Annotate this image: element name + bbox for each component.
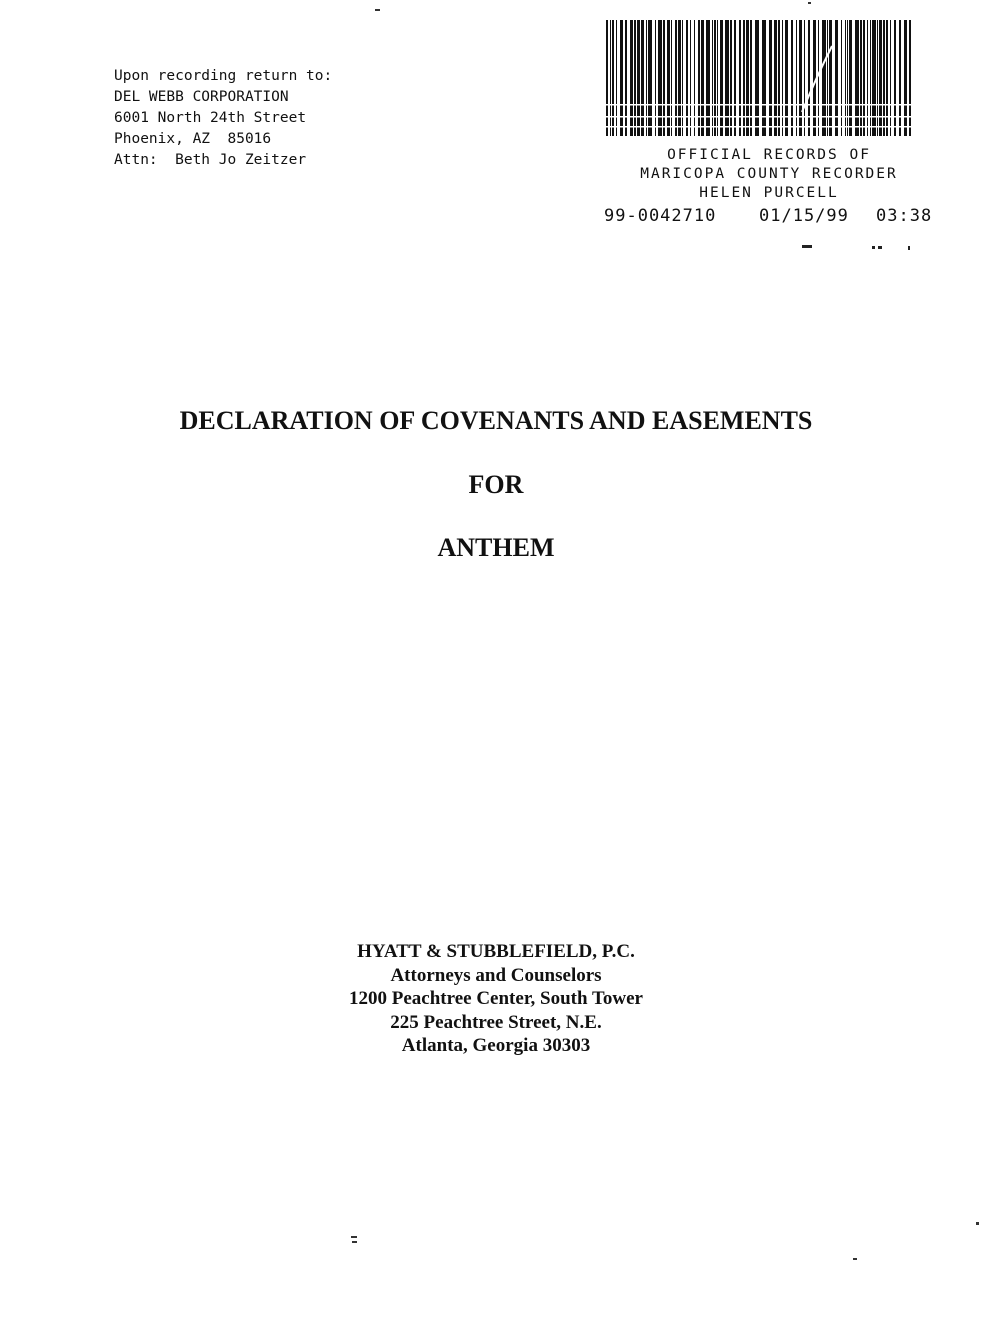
document-title-for: FOR xyxy=(468,470,524,499)
return-city: Phoenix, AZ 85016 xyxy=(114,131,272,147)
return-attn: Attn: Beth Jo Zeitzer xyxy=(114,152,307,168)
recorder-line-3: HELEN PURCELL xyxy=(699,185,839,201)
firm-tagline: Attorneys and Counselors xyxy=(390,964,602,986)
recording-barcode xyxy=(606,20,912,136)
record-time: 03:38 xyxy=(876,206,933,226)
document-title: DECLARATION OF COVENANTS AND EASEMENTS xyxy=(179,406,813,435)
return-company: DEL WEBB CORPORATION xyxy=(114,89,289,105)
firm-address-3: Atlanta, Georgia 30303 xyxy=(401,1035,591,1056)
firm-address-2: 225 Peachtree Street, N.E. xyxy=(390,1011,602,1033)
record-number: 99-0042710 xyxy=(604,206,717,226)
recorder-line-1: OFFICIAL RECORDS OF xyxy=(667,147,871,163)
firm-name: HYATT & STUBBLEFIELD, P.C. xyxy=(357,941,635,962)
recorder-stamp xyxy=(604,146,934,203)
recorder-line-2: MARICOPA COUNTY RECORDER xyxy=(640,166,898,182)
return-address-block xyxy=(114,66,332,171)
firm-address-1: 1200 Peachtree Center, South Tower xyxy=(349,988,643,1009)
record-date: 01/15/99 xyxy=(759,206,849,226)
document-title-subject: ANTHEM xyxy=(437,533,555,562)
return-street: 6001 North 24th Street xyxy=(114,110,307,126)
tiny-stamp-marks xyxy=(802,243,922,253)
return-heading: Upon recording return to: xyxy=(114,68,333,84)
law-firm-block xyxy=(0,940,992,1058)
